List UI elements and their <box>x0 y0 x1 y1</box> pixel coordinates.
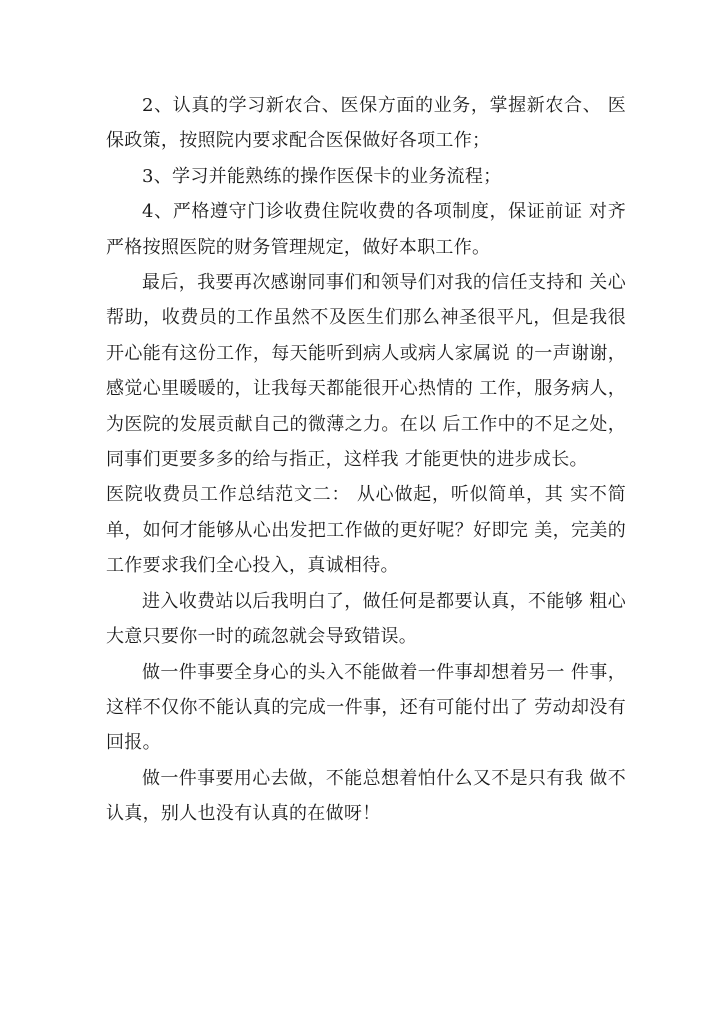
paragraph-item-4: 4、严格遵守门诊收费住院收费的各项制度，保证前证 对齐严格按照医院的财务管理规定，做好本职工作。 <box>106 201 626 258</box>
paragraph-sample-two-heading: 医院收费员工作总结范文二： 从心做起，听似简单，其 实不简单，如何才能够从心出发把工作做的更好呢？好即完 美，完美的工作要求我们全心投入，真诚相待。 <box>106 484 626 577</box>
paragraph-item-3: 3、学习并能熟练的操作医保卡的业务流程； <box>142 165 502 187</box>
paragraph-toll-station: 进入收费站以后我明白了，做任何是都要认真，不能够 粗心大意只要你一时的疏忽就会导致错误。 <box>106 590 626 648</box>
paragraph-item-2: 2、认真的学习新农合、医保方面的业务，掌握新农合、 医保政策，按照院内要求配合医保做好各项工作； <box>106 95 626 152</box>
paragraph-closing-thanks: 最后，我要再次感谢同事们和领导们对我的信任支持和 关心帮助，收费员的工作虽然不及医生们那么神圣很平凡，但是我很开心能有这份工作，每天能听到病人或病人家属说 的一声谢谢，感觉心里暖暖的，让我每天都能很开心热情的 工作，服务病人，为医院的发展贡献自己的微薄之力。在以 后工作中的不足之处，同事们更要多多的给与指正，这样我 才能更快的进步成长。 <box>106 272 626 471</box>
body-text <box>106 88 626 832</box>
paragraph-attentive: 做一件事要用心去做，不能总想着怕什么又不是只有我 做不认真，别人也没有认真的在做呀！ <box>106 767 626 825</box>
paragraph-focus: 做一件事要全身心的头入不能做着一件事却想着另一 件事，这样不仅你不能认真的完成一件事，还有可能付出了 劳动却没有回报。 <box>106 661 626 754</box>
